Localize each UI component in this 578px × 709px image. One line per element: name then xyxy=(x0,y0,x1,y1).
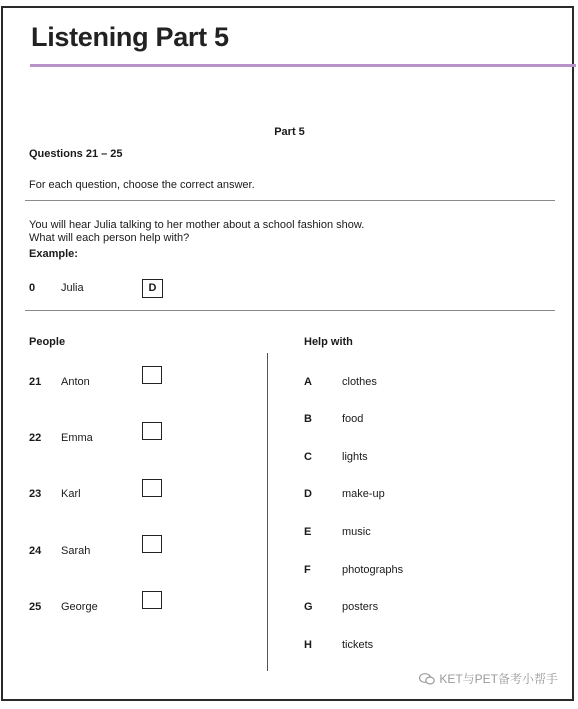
divider-rule xyxy=(25,310,555,311)
option-text: tickets xyxy=(342,639,374,651)
watermark-text: KET与PET备考小帮手 xyxy=(439,672,558,686)
option-letter: B xyxy=(304,413,312,425)
option-letter: A xyxy=(304,376,312,388)
option-text: music xyxy=(342,526,371,538)
example-name: Julia xyxy=(61,282,84,294)
option-text: photographs xyxy=(342,564,404,576)
answer-box-23[interactable] xyxy=(142,479,162,497)
option-text: clothes xyxy=(342,376,377,388)
answer-box-22[interactable] xyxy=(142,422,162,440)
answer-box-24[interactable] xyxy=(142,535,162,553)
example-label: Example: xyxy=(29,248,78,260)
example-number: 0 xyxy=(29,282,36,294)
divider-rule xyxy=(25,200,555,201)
option-letter: G xyxy=(304,601,313,613)
answer-box-25[interactable] xyxy=(142,591,162,609)
chat-bubbles-icon xyxy=(419,673,435,685)
option-letter: D xyxy=(304,488,312,500)
column-divider xyxy=(267,353,268,671)
option-letter: E xyxy=(304,526,312,538)
question-number: 24 xyxy=(29,545,42,557)
answer-box-21[interactable] xyxy=(142,366,162,384)
question-number: 23 xyxy=(29,488,42,500)
watermark xyxy=(419,670,558,687)
person-name: George xyxy=(61,601,98,613)
option-text: food xyxy=(342,413,364,425)
people-heading: People xyxy=(29,336,66,348)
person-name: Sarah xyxy=(61,545,91,557)
question-number: 25 xyxy=(29,601,42,613)
intro-line: What will each person help with? xyxy=(29,232,190,244)
intro-text xyxy=(29,219,364,245)
option-text: lights xyxy=(342,451,368,463)
instruction-text: For each question, choose the correct answer. xyxy=(29,179,255,191)
help-with-heading: Help with xyxy=(304,336,353,348)
option-letter: F xyxy=(304,564,311,576)
person-name: Emma xyxy=(61,432,93,444)
question-number: 21 xyxy=(29,376,42,388)
title-underline xyxy=(30,64,576,67)
option-text: posters xyxy=(342,601,379,613)
person-name: Anton xyxy=(61,376,90,388)
questions-range: Questions 21 – 25 xyxy=(29,148,123,160)
intro-line: You will hear Julia talking to her mother about a school fashion show. xyxy=(29,219,365,231)
option-text: make-up xyxy=(342,488,385,500)
option-letter: C xyxy=(304,451,312,463)
part-heading: Part 5 xyxy=(274,126,305,138)
page-title: Listening Part 5 xyxy=(31,22,229,52)
example-answer-box: D xyxy=(142,279,163,298)
exam-page xyxy=(1,6,574,701)
option-letter: H xyxy=(304,639,312,651)
person-name: Karl xyxy=(61,488,81,500)
question-number: 22 xyxy=(29,432,42,444)
